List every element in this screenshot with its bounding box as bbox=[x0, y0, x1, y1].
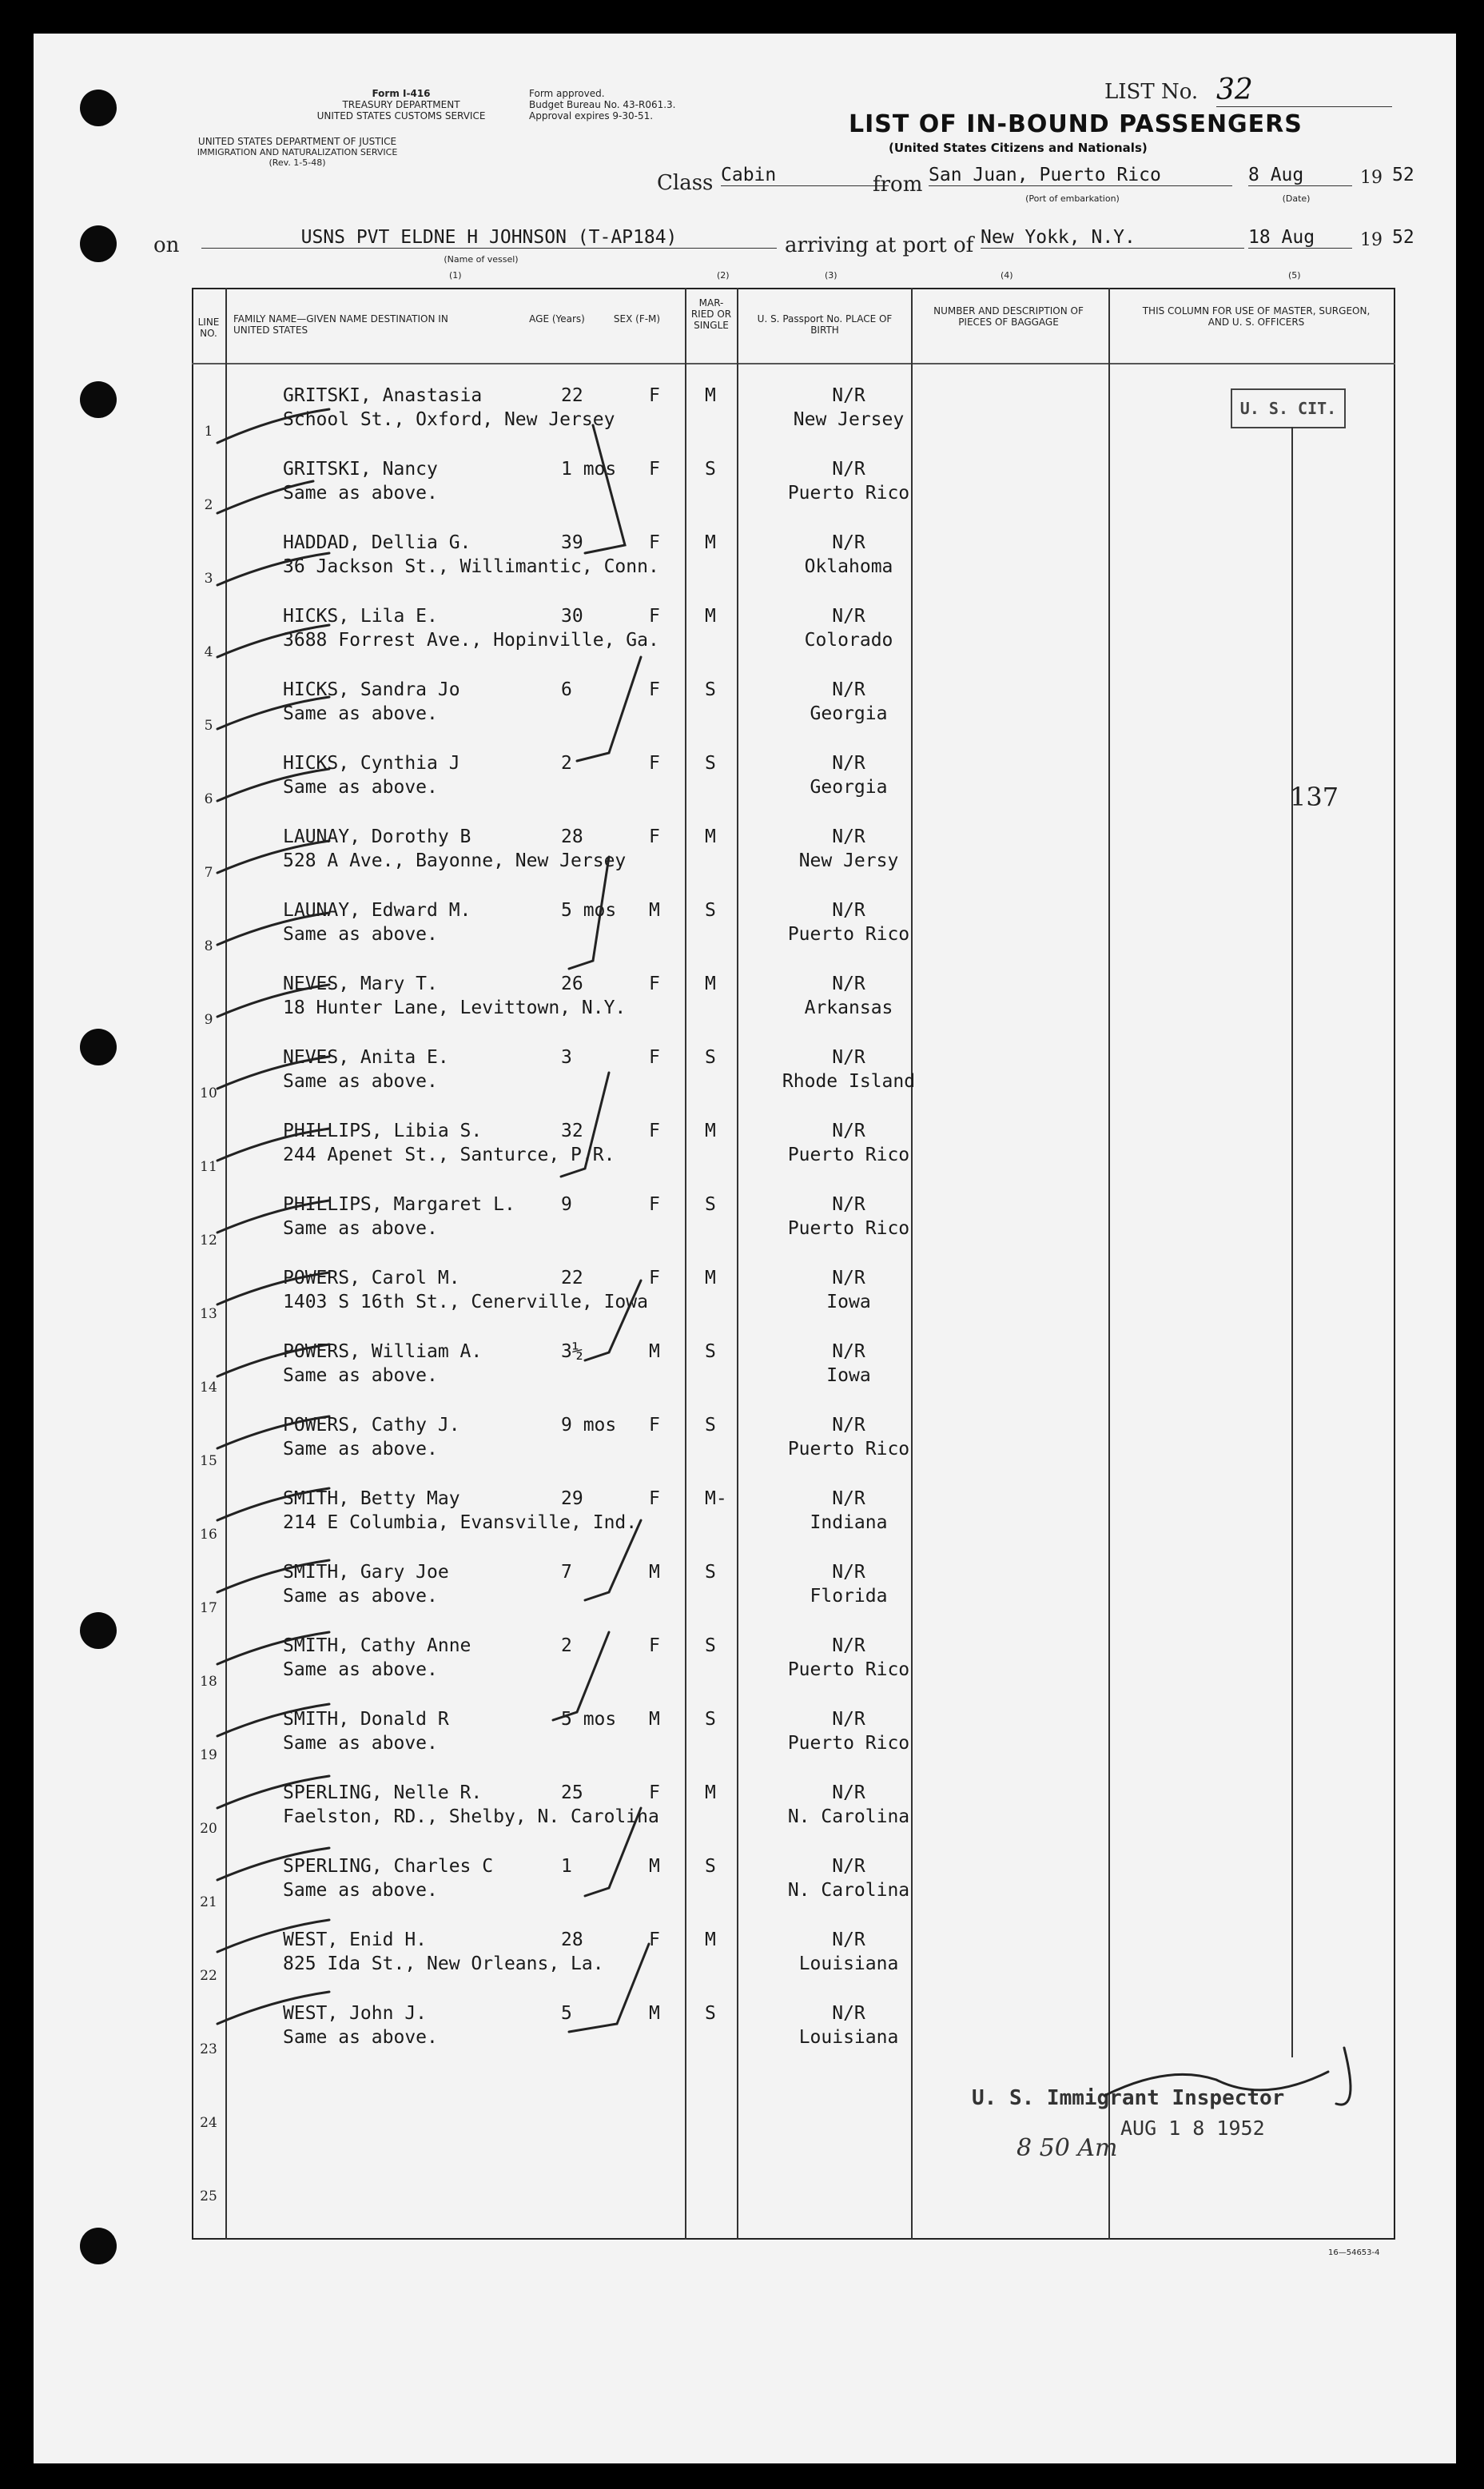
sex: F bbox=[649, 1929, 660, 1950]
age: 6 bbox=[561, 679, 572, 700]
port-embarkation: San Juan, Puerto Rico bbox=[929, 165, 1232, 186]
destination-address: 244 Apenet St., Santurce, P.R. bbox=[283, 1145, 615, 1165]
sex: F bbox=[649, 532, 660, 553]
sex: F bbox=[649, 1268, 660, 1288]
place-of-birth: Florida bbox=[810, 1586, 888, 1607]
age: 2 bbox=[561, 1635, 572, 1656]
marital-status: S bbox=[705, 2003, 716, 2024]
marital-status: M bbox=[705, 826, 716, 847]
marital-status: S bbox=[705, 753, 716, 774]
destination-address: Same as above. bbox=[283, 703, 438, 724]
col-num-4: (4) bbox=[1001, 270, 1013, 281]
marital-status: M bbox=[705, 1929, 716, 1950]
place-of-birth: Georgia bbox=[810, 703, 888, 724]
marital-status: M bbox=[705, 974, 716, 994]
sex: F bbox=[649, 1121, 660, 1141]
passenger-name: GRITSKI, Nancy bbox=[283, 459, 438, 480]
line-number: 19 bbox=[200, 1747, 217, 1763]
age: 28 bbox=[561, 1929, 583, 1950]
age: 5 bbox=[561, 2003, 572, 2024]
col-num-5: (5) bbox=[1288, 270, 1301, 281]
year-prefix-1: 19 bbox=[1360, 168, 1383, 188]
place-of-birth: N. Carolina bbox=[787, 1880, 910, 1901]
marital-status: M bbox=[705, 606, 716, 627]
destination-address: Faelston, RD., Shelby, N. Carolina bbox=[283, 1806, 659, 1827]
col-num-1: (1) bbox=[449, 270, 462, 281]
passenger-name: SMITH, Donald R bbox=[283, 1709, 449, 1730]
marital-status: S bbox=[705, 1635, 716, 1656]
passenger-name: POWERS, Carol M. bbox=[283, 1268, 460, 1288]
age: 9 mos bbox=[561, 1415, 617, 1436]
destination-address: Same as above. bbox=[283, 1071, 438, 1092]
place-of-birth: Puerto Rico bbox=[787, 1733, 910, 1754]
line-number: 10 bbox=[200, 1085, 217, 1101]
passport-number: N/R bbox=[832, 1856, 865, 1877]
passport-number: N/R bbox=[832, 1047, 865, 1068]
passenger-name: PHILLIPS, Libia S. bbox=[283, 1121, 483, 1141]
age: 2 bbox=[561, 753, 572, 774]
age: 22 bbox=[561, 385, 583, 406]
list-no-label: LIST No. bbox=[1104, 80, 1199, 104]
departure-date: 8 Aug bbox=[1248, 165, 1352, 186]
date-stamp: AUG 1 8 1952 bbox=[1120, 2117, 1265, 2140]
destination-address: Same as above. bbox=[283, 1218, 438, 1239]
line-number: 1 bbox=[204, 424, 213, 440]
line-number: 18 bbox=[200, 1674, 217, 1690]
sex: F bbox=[649, 1194, 660, 1215]
passport-number: N/R bbox=[832, 459, 865, 480]
header-married: MAR- RIED OR SINGLE bbox=[690, 297, 732, 331]
place-of-birth: Iowa bbox=[826, 1365, 871, 1386]
departure-year: 52 bbox=[1392, 165, 1414, 185]
form-revision: (Rev. 1-5-48) bbox=[269, 157, 326, 168]
marital-status: S bbox=[705, 1415, 716, 1436]
passenger-name: POWERS, Cathy J. bbox=[283, 1415, 460, 1436]
place-of-birth: Arkansas bbox=[804, 998, 893, 1018]
header-sex: SEX (F-M) bbox=[613, 313, 661, 325]
sex: F bbox=[649, 1488, 660, 1509]
destination-address: 1403 S 16th St., Cenerville, Iowa bbox=[283, 1292, 648, 1312]
sex: F bbox=[649, 1782, 660, 1803]
sex: F bbox=[649, 459, 660, 480]
vessel-name: USNS PVT ELDNE H JOHNSON (T-AP184) bbox=[201, 227, 777, 249]
place-of-birth: Puerto Rico bbox=[787, 1145, 910, 1165]
passenger-name: GRITSKI, Anastasia bbox=[283, 385, 483, 406]
destination-address: 825 Ida St., New Orleans, La. bbox=[283, 1953, 604, 1974]
marital-status: M bbox=[705, 385, 716, 406]
form-number: Form I-416 bbox=[372, 88, 431, 99]
year-prefix-2: 19 bbox=[1360, 230, 1383, 250]
age: 3 bbox=[561, 1047, 572, 1068]
age: 29 bbox=[561, 1488, 583, 1509]
destination-address: Same as above. bbox=[283, 1586, 438, 1607]
sex: M bbox=[649, 1341, 660, 1362]
date-caption: (Date) bbox=[1282, 193, 1311, 204]
passport-number: N/R bbox=[832, 900, 865, 921]
passport-number: N/R bbox=[832, 1929, 865, 1950]
from-label: from bbox=[873, 173, 923, 197]
sex: F bbox=[649, 974, 660, 994]
line-number: 22 bbox=[200, 1968, 217, 1984]
sex: F bbox=[649, 679, 660, 700]
passport-number: N/R bbox=[832, 1709, 865, 1730]
dept-treasury: TREASURY DEPARTMENT bbox=[342, 99, 460, 110]
line-number: 2 bbox=[204, 497, 213, 513]
age: 5 mos bbox=[561, 900, 617, 921]
place-of-birth: Puerto Rico bbox=[787, 924, 910, 945]
passenger-name: NEVES, Mary T. bbox=[283, 974, 438, 994]
line-number: 4 bbox=[204, 644, 213, 660]
footer-code: 16—54653-4 bbox=[1328, 2248, 1380, 2257]
sex: F bbox=[649, 1635, 660, 1656]
age: 32 bbox=[561, 1121, 583, 1141]
passenger-name: PHILLIPS, Margaret L. bbox=[283, 1194, 515, 1215]
list-no-value: 32 bbox=[1216, 74, 1392, 107]
age: 3½ bbox=[561, 1341, 583, 1362]
marital-status: M bbox=[705, 532, 716, 553]
sex: M bbox=[649, 900, 660, 921]
line-number: 6 bbox=[204, 791, 213, 807]
age: 9 bbox=[561, 1194, 572, 1215]
age: 25 bbox=[561, 1782, 583, 1803]
arrival-year: 52 bbox=[1392, 227, 1414, 248]
header-name: FAMILY NAME—GIVEN NAME DESTINATION IN UNITED STATES bbox=[233, 313, 448, 336]
passport-number: N/R bbox=[832, 753, 865, 774]
age: 1 bbox=[561, 1856, 572, 1877]
passenger-count: 137 bbox=[1290, 782, 1339, 812]
place-of-birth: Oklahoma bbox=[804, 556, 893, 577]
passport-number: N/R bbox=[832, 1268, 865, 1288]
sex: F bbox=[649, 826, 660, 847]
passenger-name: POWERS, William A. bbox=[283, 1341, 483, 1362]
line-number: 9 bbox=[204, 1012, 213, 1028]
destination-address: 3688 Forrest Ave., Hopinville, Ga. bbox=[283, 630, 659, 651]
place-of-birth: Colorado bbox=[804, 630, 893, 651]
sex: M bbox=[649, 1562, 660, 1583]
place-of-birth: Iowa bbox=[826, 1292, 871, 1312]
approval-line-2: Budget Bureau No. 43-R061.3. bbox=[529, 99, 676, 110]
passenger-name: HICKS, Lila E. bbox=[283, 606, 438, 627]
header-passport: U. S. Passport No. PLACE OF BIRTH bbox=[757, 313, 893, 336]
place-of-birth: Puerto Rico bbox=[787, 1218, 910, 1239]
marital-status: S bbox=[705, 1194, 716, 1215]
marital-status: S bbox=[705, 900, 716, 921]
line-number: 12 bbox=[200, 1233, 217, 1248]
sex: M bbox=[649, 1709, 660, 1730]
sex: F bbox=[649, 385, 660, 406]
line-number: 17 bbox=[200, 1600, 217, 1616]
col-num-2: (2) bbox=[717, 270, 730, 281]
marital-status: M bbox=[705, 1121, 716, 1141]
header-baggage: NUMBER AND DESCRIPTION OF PIECES OF BAGGAGE bbox=[933, 305, 1084, 328]
destination-address: Same as above. bbox=[283, 1439, 438, 1460]
on-label: on bbox=[153, 233, 180, 257]
destination-address: Same as above. bbox=[283, 1365, 438, 1386]
passport-number: N/R bbox=[832, 1121, 865, 1141]
place-of-birth: N. Carolina bbox=[787, 1806, 910, 1827]
age: 26 bbox=[561, 974, 583, 994]
destination-address: 214 E Columbia, Evansville, Ind. bbox=[283, 1512, 638, 1533]
passenger-name: LAUNAY, Dorothy B bbox=[283, 826, 471, 847]
class-value: Cabin bbox=[721, 165, 889, 186]
marital-status: S bbox=[705, 1047, 716, 1068]
destination-address: 36 Jackson St., Willimantic, Conn. bbox=[283, 556, 659, 577]
header-officers: THIS COLUMN FOR USE OF MASTER, SURGEON, AND U. S. OFFICERS bbox=[1142, 305, 1371, 328]
destination-address: 528 A Ave., Bayonne, New Jersey bbox=[283, 850, 627, 871]
passenger-name: WEST, John J. bbox=[283, 2003, 428, 2024]
passport-number: N/R bbox=[832, 1782, 865, 1803]
inspector-title: U. S. Immigrant Inspector bbox=[972, 2086, 1285, 2110]
passport-number: N/R bbox=[832, 1194, 865, 1215]
place-of-birth: Puerto Rico bbox=[787, 483, 910, 504]
arriving-label: arriving at port of bbox=[785, 233, 974, 257]
approval-line-3: Approval expires 9-30-51. bbox=[529, 110, 654, 121]
manifest-page bbox=[34, 34, 1456, 2463]
dept-justice: UNITED STATES DEPARTMENT OF JUSTICE bbox=[197, 136, 397, 147]
destination-address: Same as above. bbox=[283, 1880, 438, 1901]
destination-address: Same as above. bbox=[283, 1659, 438, 1680]
sex: M bbox=[649, 1856, 660, 1877]
line-number: 13 bbox=[200, 1306, 217, 1322]
destination-address: Same as above. bbox=[283, 483, 438, 504]
header-age: AGE (Years) bbox=[529, 313, 585, 325]
marital-status: S bbox=[705, 459, 716, 480]
passenger-name: SPERLING, Nelle R. bbox=[283, 1782, 483, 1803]
passenger-name: SMITH, Cathy Anne bbox=[283, 1635, 471, 1656]
passenger-name: SMITH, Gary Joe bbox=[283, 1562, 449, 1583]
line-number: 21 bbox=[200, 1894, 217, 1910]
passport-number: N/R bbox=[832, 1562, 865, 1583]
line-number: 23 bbox=[200, 2041, 217, 2057]
passport-number: N/R bbox=[832, 679, 865, 700]
marital-status: M bbox=[705, 1268, 716, 1288]
place-of-birth: Rhode Island bbox=[782, 1071, 916, 1092]
passport-number: N/R bbox=[832, 385, 865, 406]
place-of-birth: Puerto Rico bbox=[787, 1439, 910, 1460]
destination-address: Same as above. bbox=[283, 777, 438, 798]
line-number: 25 bbox=[200, 2188, 217, 2204]
passport-number: N/R bbox=[832, 1635, 865, 1656]
form-title: LIST OF IN-BOUND PASSENGERS bbox=[849, 110, 1303, 138]
line-number: 3 bbox=[204, 571, 213, 587]
age: 39 bbox=[561, 532, 583, 553]
passenger-name: HICKS, Sandra Jo bbox=[283, 679, 460, 700]
place-of-birth: Louisiana bbox=[798, 2027, 899, 2048]
dept-customs: UNITED STATES CUSTOMS SERVICE bbox=[316, 110, 486, 121]
age: 7 bbox=[561, 1562, 572, 1583]
age: 28 bbox=[561, 826, 583, 847]
col-num-3: (3) bbox=[825, 270, 837, 281]
line-number: 14 bbox=[200, 1380, 217, 1396]
passport-number: N/R bbox=[832, 1341, 865, 1362]
sex: F bbox=[649, 1415, 660, 1436]
place-of-birth: New Jersey bbox=[793, 409, 905, 430]
us-cit-stamp: U. S. CIT. bbox=[1231, 388, 1346, 428]
line-number: 11 bbox=[200, 1159, 217, 1175]
passport-number: N/R bbox=[832, 2003, 865, 2024]
destination-address: 18 Hunter Lane, Levittown, N.Y. bbox=[283, 998, 627, 1018]
line-number: 8 bbox=[204, 938, 213, 954]
arrival-date: 18 Aug bbox=[1248, 227, 1352, 249]
approval-line-1: Form approved. bbox=[529, 88, 605, 99]
marital-status: S bbox=[705, 679, 716, 700]
passport-number: N/R bbox=[832, 974, 865, 994]
passenger-name: WEST, Enid H. bbox=[283, 1929, 428, 1950]
port-embarkation-caption: (Port of embarkation) bbox=[1025, 193, 1120, 204]
sex: F bbox=[649, 606, 660, 627]
line-number: 20 bbox=[200, 1821, 217, 1837]
place-of-birth: Louisiana bbox=[798, 1953, 899, 1974]
passenger-name: SMITH, Betty May bbox=[283, 1488, 460, 1509]
passport-number: N/R bbox=[832, 1415, 865, 1436]
place-of-birth: New Jersy bbox=[798, 850, 899, 871]
marital-status: M- bbox=[705, 1488, 727, 1509]
header-line-no: LINE NO. bbox=[197, 317, 220, 339]
marital-status: S bbox=[705, 1709, 716, 1730]
dept-ins: IMMIGRATION AND NATURALIZATION SERVICE bbox=[197, 147, 398, 157]
age: 22 bbox=[561, 1268, 583, 1288]
passport-number: N/R bbox=[832, 606, 865, 627]
arrival-port: New Yokk, N.Y. bbox=[981, 227, 1244, 249]
destination-address: Same as above. bbox=[283, 1733, 438, 1754]
line-number: 7 bbox=[204, 865, 213, 881]
marital-status: S bbox=[705, 1562, 716, 1583]
class-label: Class bbox=[657, 171, 714, 195]
line-number: 5 bbox=[204, 718, 213, 734]
line-number: 16 bbox=[200, 1527, 217, 1543]
sex: F bbox=[649, 1047, 660, 1068]
passport-number: N/R bbox=[832, 1488, 865, 1509]
marital-status: S bbox=[705, 1856, 716, 1877]
line-number: 15 bbox=[200, 1453, 217, 1469]
sex: M bbox=[649, 2003, 660, 2024]
sex: F bbox=[649, 753, 660, 774]
vessel-caption: (Name of vessel) bbox=[444, 254, 519, 265]
passenger-name: HICKS, Cynthia J bbox=[283, 753, 460, 774]
passenger-name: NEVES, Anita E. bbox=[283, 1047, 449, 1068]
destination-address: School St., Oxford, New Jersey bbox=[283, 409, 615, 430]
marital-status: M bbox=[705, 1782, 716, 1803]
marital-status: S bbox=[705, 1341, 716, 1362]
age: 1 mos bbox=[561, 459, 617, 480]
passenger-name: HADDAD, Dellia G. bbox=[283, 532, 471, 553]
place-of-birth: Georgia bbox=[810, 777, 888, 798]
handwritten-time: 8 50 Am bbox=[1017, 2134, 1118, 2162]
place-of-birth: Indiana bbox=[810, 1512, 888, 1533]
place-of-birth: Puerto Rico bbox=[787, 1659, 910, 1680]
destination-address: Same as above. bbox=[283, 2027, 438, 2048]
passport-number: N/R bbox=[832, 826, 865, 847]
passenger-name: LAUNAY, Edward M. bbox=[283, 900, 471, 921]
destination-address: Same as above. bbox=[283, 924, 438, 945]
line-number: 24 bbox=[200, 2115, 217, 2131]
passport-number: N/R bbox=[832, 532, 865, 553]
age: 5 mos bbox=[561, 1709, 617, 1730]
form-subtitle: (United States Citizens and Nationals) bbox=[889, 141, 1148, 155]
passenger-name: SPERLING, Charles C bbox=[283, 1856, 494, 1877]
age: 30 bbox=[561, 606, 583, 627]
